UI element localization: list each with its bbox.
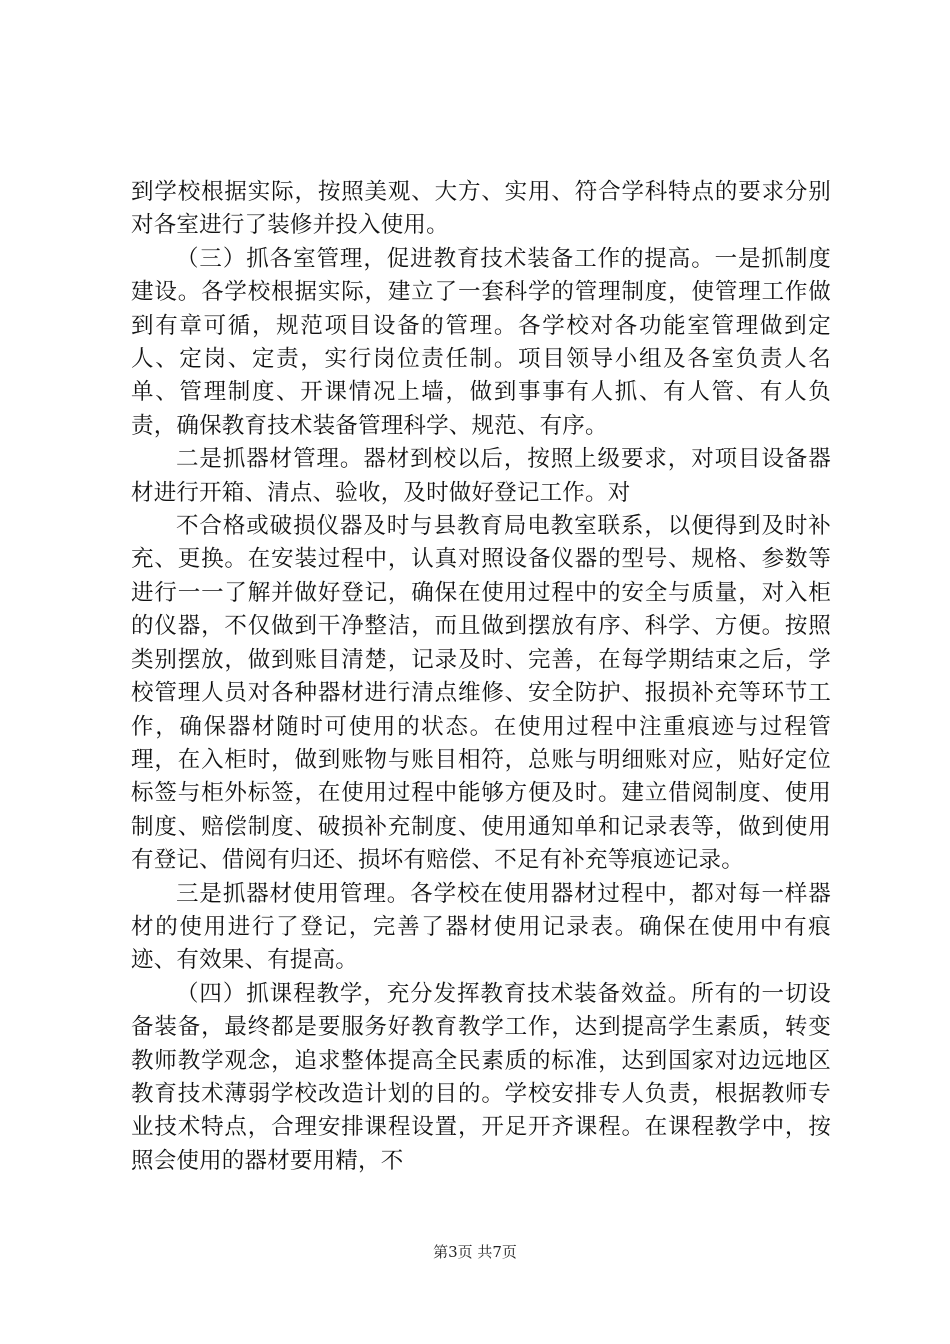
paragraph-equipment-management: 二是抓器材管理。器材到校以后，按照上级要求，对项目设备器材进行开箱、清点、验收，及时做好登记工作。对: [131, 446, 831, 506]
paragraph-equipment-usage: 三是抓器材使用管理。各学校在使用器材过程中，都对每一样器材的使用进行了登记，完善了器材使用记录表。确保在使用中有痕迹、有效果、有提高。: [131, 880, 831, 974]
paragraph-equipment-inspection: 不合格或破损仪器及时与县教育局电教室联系，以便得到及时补充、更换。在安装过程中，认真对照设备仪器的型号、规格、参数等进行一一了解并做好登记，确保在使用过程中的安全与质量，对入柜的仪器，不仅做到干净整洁，而且做到摆放有序、科学、方便。按照类别摆放，做到账目清楚，记录及时、完善，在每学期结束之后，学校管理人员对各种器材进行清点维修、安全防护、报损补充等环节工作，确保器材随时可使用的状态。在使用过程中注重痕迹与过程管理，在入柜时，做到账物与账目相符，总账与明细账对应，贴好定位标签与柜外标签，在使用过程中能够方便及时。建立借阅制度、使用制度、赔偿制度、破损补充制度、使用通知单和记录表等，做到使用有登记、借阅有归还、损坏有赔偿、不足有补充等痕迹记录。: [131, 513, 831, 874]
page-footer: [0, 1242, 950, 1262]
document-body: [131, 176, 831, 1178]
page-number: 第3页 共7页: [433, 1243, 517, 1261]
paragraph-renovation: 到学校根据实际，按照美观、大方、实用、符合学科特点的要求分别对各室进行了装修并投入使用。: [131, 179, 831, 239]
paragraph-course-teaching: （四）抓课程教学，充分发挥教育技术装备效益。所有的一切设备装备，最终都是要服务好教育教学工作，达到提高学生素质，转变教师教学观念，追求整体提高全民素质的标准，达到国家对边远地区教育技术薄弱学校改造计划的目的。学校安排专人负责，根据教师专业技术特点，合理安排课程设置，开足开齐课程。在课程教学中，按照会使用的器材要用精，不: [131, 980, 831, 1174]
paragraph-room-management: （三）抓各室管理，促进教育技术装备工作的提高。一是抓制度建设。各学校根据实际，建立了一套科学的管理制度，使管理工作做到有章可循，规范项目设备的管理。各学校对各功能室管理做到定人、定岗、定责，实行岗位责任制。项目领导小组及各室负责人名单、管理制度、开课情况上墙，做到事事有人抓、有人管、有人负责，确保教育技术装备管理科学、规范、有序。: [131, 245, 831, 439]
